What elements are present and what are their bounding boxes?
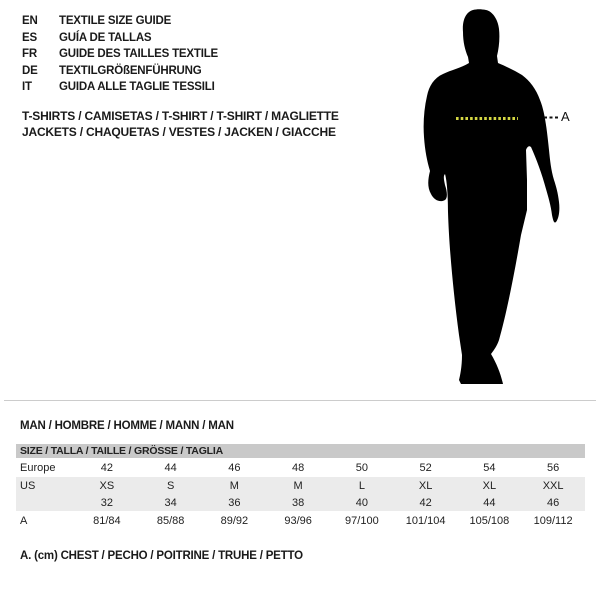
language-title: TEXTILGRÖßENFÜHRUNG bbox=[59, 64, 202, 77]
table-cell: XL bbox=[482, 479, 497, 492]
table-cell: 42 bbox=[419, 496, 432, 509]
table-cell: 46 bbox=[228, 461, 241, 474]
table-cell: 52 bbox=[419, 461, 432, 474]
measure-a-label: A bbox=[561, 109, 570, 124]
table-cell: 44 bbox=[164, 461, 177, 474]
category-line-tshirts: T-SHIRTS / CAMISETAS / T-SHIRT / T-SHIRT / MAGLIETTE bbox=[22, 109, 339, 123]
table-cell: 109/112 bbox=[533, 514, 573, 527]
table-cell: XS bbox=[99, 479, 115, 492]
man-silhouette-shape bbox=[424, 9, 560, 384]
table-cell: 42 bbox=[100, 461, 113, 474]
size-table-header: SIZE / TALLA / TAILLE / GRÖSSE / TAGLIA bbox=[16, 444, 585, 458]
table-cell: XXL bbox=[542, 479, 564, 492]
table-cell: 40 bbox=[355, 496, 368, 509]
horizontal-divider bbox=[4, 400, 596, 401]
table-cell: 36 bbox=[228, 496, 241, 509]
table-cell: 85/88 bbox=[156, 514, 185, 527]
table-cell: 34 bbox=[164, 496, 177, 509]
language-code: EN bbox=[22, 15, 38, 27]
language-code: IT bbox=[22, 81, 32, 94]
table-cell: 56 bbox=[547, 461, 560, 474]
category-line-jackets: JACKETS / CHAQUETAS / VESTES / JACKEN / GIACCHE bbox=[22, 124, 336, 139]
language-row bbox=[22, 13, 218, 30]
table-cell: 81/84 bbox=[93, 514, 121, 527]
table-cell: 32 bbox=[100, 496, 113, 509]
language-title: GUIDA ALLE TAGLIE TESSILI bbox=[59, 81, 215, 94]
language-title: GUÍA DE TALLAS bbox=[59, 31, 152, 44]
row-label: A bbox=[20, 514, 28, 527]
table-cell: 44 bbox=[483, 496, 496, 509]
language-title: GUIDE DES TAILLES TEXTILE bbox=[59, 48, 218, 61]
table-cell: 93/96 bbox=[284, 514, 312, 527]
table-cell: 89/92 bbox=[220, 514, 249, 527]
table-row-us-numeric bbox=[16, 494, 585, 511]
table-row-europe bbox=[16, 458, 585, 477]
measurement-footnote: A. (cm) CHEST / PECHO / POITRINE / TRUHE / PETTO bbox=[20, 550, 303, 562]
table-cell: 46 bbox=[547, 496, 560, 509]
table-cell: 50 bbox=[355, 461, 368, 474]
table-cell: 101/104 bbox=[405, 514, 446, 527]
category-list bbox=[22, 109, 339, 141]
table-cell: M bbox=[293, 479, 303, 492]
language-code: DE bbox=[22, 64, 38, 77]
table-cell: 54 bbox=[483, 461, 496, 474]
row-label: Europe bbox=[20, 461, 56, 474]
table-cell: 97/100 bbox=[345, 514, 379, 527]
language-list bbox=[22, 13, 218, 96]
table-cell: S bbox=[166, 479, 175, 492]
size-table bbox=[16, 444, 585, 530]
table-cell: 105/108 bbox=[469, 514, 510, 527]
language-row bbox=[22, 79, 218, 96]
language-row bbox=[22, 30, 218, 47]
table-cell: 38 bbox=[292, 496, 305, 509]
table-row-us bbox=[16, 477, 585, 494]
table-cell: 48 bbox=[292, 461, 305, 474]
language-title: TEXTILE SIZE GUIDE bbox=[59, 15, 172, 27]
table-cell: XL bbox=[418, 479, 433, 492]
man-silhouette-figure bbox=[405, 0, 580, 395]
table-cell: L bbox=[358, 479, 365, 492]
table-cell: M bbox=[229, 479, 239, 492]
language-row bbox=[22, 46, 218, 63]
section-title-man: MAN / HOMBRE / HOMME / MANN / MAN bbox=[20, 420, 234, 432]
row-label: US bbox=[20, 479, 36, 492]
language-code: ES bbox=[22, 31, 37, 44]
table-row-chest bbox=[16, 511, 585, 530]
language-code: FR bbox=[22, 48, 37, 61]
language-row bbox=[22, 63, 218, 80]
